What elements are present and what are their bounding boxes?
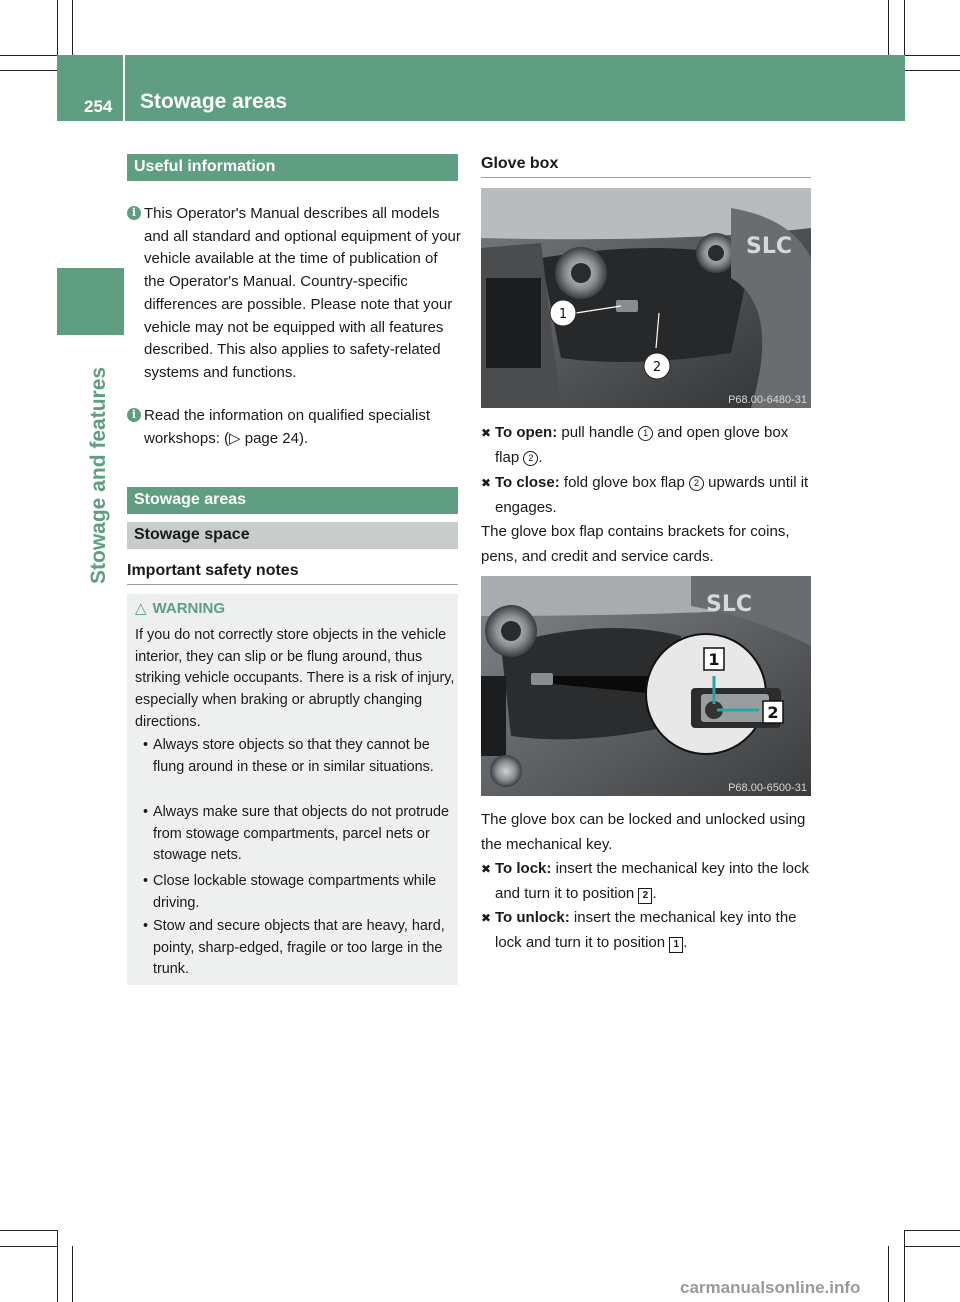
- header-divider: [123, 55, 125, 121]
- page-number: 254: [84, 97, 113, 116]
- side-tab-text: [87, 366, 110, 585]
- crop-mark: [888, 0, 889, 55]
- step-arrow-icon: ✖: [481, 911, 492, 925]
- bullet-dot: •: [143, 737, 149, 753]
- callout-2: 2: [767, 703, 779, 722]
- bullet-dot: •: [143, 873, 149, 889]
- crop-mark: [905, 1246, 960, 1247]
- step-text: pull handle: [561, 424, 634, 441]
- glovebox-lock-illustration: [481, 576, 811, 796]
- crop-mark: [904, 1230, 905, 1302]
- step-arrow-icon: ✖: [481, 426, 492, 440]
- crop-mark: [905, 55, 960, 56]
- crop-mark: [57, 1230, 58, 1302]
- page-title: Stowage areas: [140, 90, 288, 113]
- callout-ref-2: 2: [689, 476, 704, 491]
- bullet-text: Always store objects so that they cannot be flung around in these or in similar situations.: [153, 737, 434, 775]
- step-label: To open:: [495, 424, 558, 441]
- callout-ref-1: 1: [638, 426, 653, 441]
- info-note: [127, 405, 462, 450]
- glovebox-lock-photo: [481, 576, 811, 796]
- warning-title: [135, 599, 225, 617]
- callout-1: 1: [708, 650, 720, 669]
- info-icon: i: [127, 408, 141, 422]
- warning-bullet: [143, 802, 455, 867]
- side-tab-label: Stowage and features: [87, 366, 110, 584]
- bullet-text: Close lockable stowage compartments while driving.: [153, 873, 437, 911]
- section-title: Stowage areas: [134, 491, 247, 508]
- step-open: ✖ To open: pull handle 1 and open glove box flap 2 .: [481, 421, 814, 470]
- info-text: This Operator's Manual describes all models and all standard and optional equipment of your vehicle available at the time of publication of the Operator's Manual. Country-specific differences are possible. Please note that your vehicle may not be equipped with all features described. This also applies to safety-related systems and functions.: [144, 205, 461, 381]
- crop-mark: [0, 55, 57, 56]
- section-bar: [127, 487, 458, 514]
- crop-mark: [0, 1246, 57, 1247]
- callout-2: 2: [652, 360, 662, 375]
- warning-title-text: WARNING: [152, 600, 226, 617]
- crop-mark: [905, 1230, 960, 1231]
- step-label: To close:: [495, 474, 560, 491]
- crop-mark: [888, 1246, 889, 1302]
- step-unlock: ✖ To unlock: insert the mechanical key into the lock and turn it to position 1 .: [481, 906, 814, 955]
- info-text: Read the information on qualified specialist workshops: (▷ page 24).: [144, 407, 431, 447]
- warning-text: If you do not correctly store objects in the vehicle interior, they can slip or be flung around, thus striking vehicle occupants. There is a risk of injury, especially when braking or abruptly changing directions.: [135, 627, 455, 730]
- step-text: upwards until it engages.: [495, 474, 809, 516]
- subsection-title: Stowage space: [134, 526, 250, 543]
- paragraph: The glove box can be locked and unlocked using the mechanical key.: [481, 811, 806, 853]
- paragraph: The glove box flap contains brackets for coins, pens, and credit and service cards.: [481, 523, 790, 565]
- subsection-bar: [127, 522, 458, 549]
- glovebox-illustration: [481, 188, 811, 408]
- side-tab-block: [57, 268, 124, 335]
- bullet-dot: •: [143, 918, 149, 934]
- svg-text:SLC: SLC: [746, 234, 793, 259]
- glovebox-photo: [481, 188, 811, 408]
- photo-label: P68.00-6480-31: [728, 394, 807, 406]
- useful-info-bar: [127, 154, 458, 181]
- callout-1: 1: [558, 307, 568, 322]
- svg-text:SLC: SLC: [706, 592, 753, 617]
- heading-rule: [481, 177, 811, 178]
- useful-info-title: Useful information: [134, 158, 276, 175]
- warning-bullet: [143, 871, 455, 914]
- bullet-text: Stow and secure objects that are heavy, hard, pointy, sharp-edged, fragile or too large in the trunk.: [153, 918, 445, 978]
- info-note: [127, 203, 462, 385]
- position-ref-1: 1: [669, 937, 683, 953]
- crop-mark: [57, 0, 58, 55]
- bullet-text: Always make sure that objects do not protrude from stowage compartments, parcel nets or stowage nets.: [153, 804, 449, 864]
- step-close: [481, 471, 814, 520]
- crop-mark: [904, 0, 905, 55]
- step-label: To lock:: [495, 860, 552, 877]
- crop-mark: [0, 1230, 57, 1231]
- step-arrow-icon: ✖: [481, 862, 492, 876]
- crop-mark: [0, 70, 57, 71]
- position-ref-2: 2: [638, 888, 652, 904]
- crop-mark: [72, 0, 73, 55]
- callout-ref-2: 2: [523, 451, 538, 466]
- safety-heading: Important safety notes: [127, 562, 299, 579]
- photo-label: P68.00-6500-31: [728, 782, 807, 794]
- step-text: fold glove box flap: [563, 474, 685, 491]
- bullet-dot: •: [143, 804, 149, 820]
- warning-bullet: [143, 735, 455, 778]
- crop-mark: [905, 70, 960, 71]
- glovebox-heading: Glove box: [481, 155, 559, 172]
- footer-watermark: carmanualsonline.info: [680, 1278, 861, 1297]
- warning-bullet: [143, 916, 455, 981]
- step-text: and open glove box flap: [495, 424, 789, 466]
- step-text: insert the mechanical key into the lock and turn it to position: [495, 860, 810, 902]
- warning-icon: △: [135, 600, 147, 617]
- crop-mark: [72, 1246, 73, 1302]
- step-text: insert the mechanical key into the lock and turn it to position: [495, 909, 797, 951]
- step-lock: ✖ To lock: insert the mechanical key into the lock and turn it to position 2 .: [481, 857, 814, 906]
- step-label: To unlock:: [495, 909, 570, 926]
- step-arrow-icon: ✖: [481, 476, 492, 490]
- heading-rule: [127, 584, 458, 585]
- info-icon: i: [127, 206, 141, 220]
